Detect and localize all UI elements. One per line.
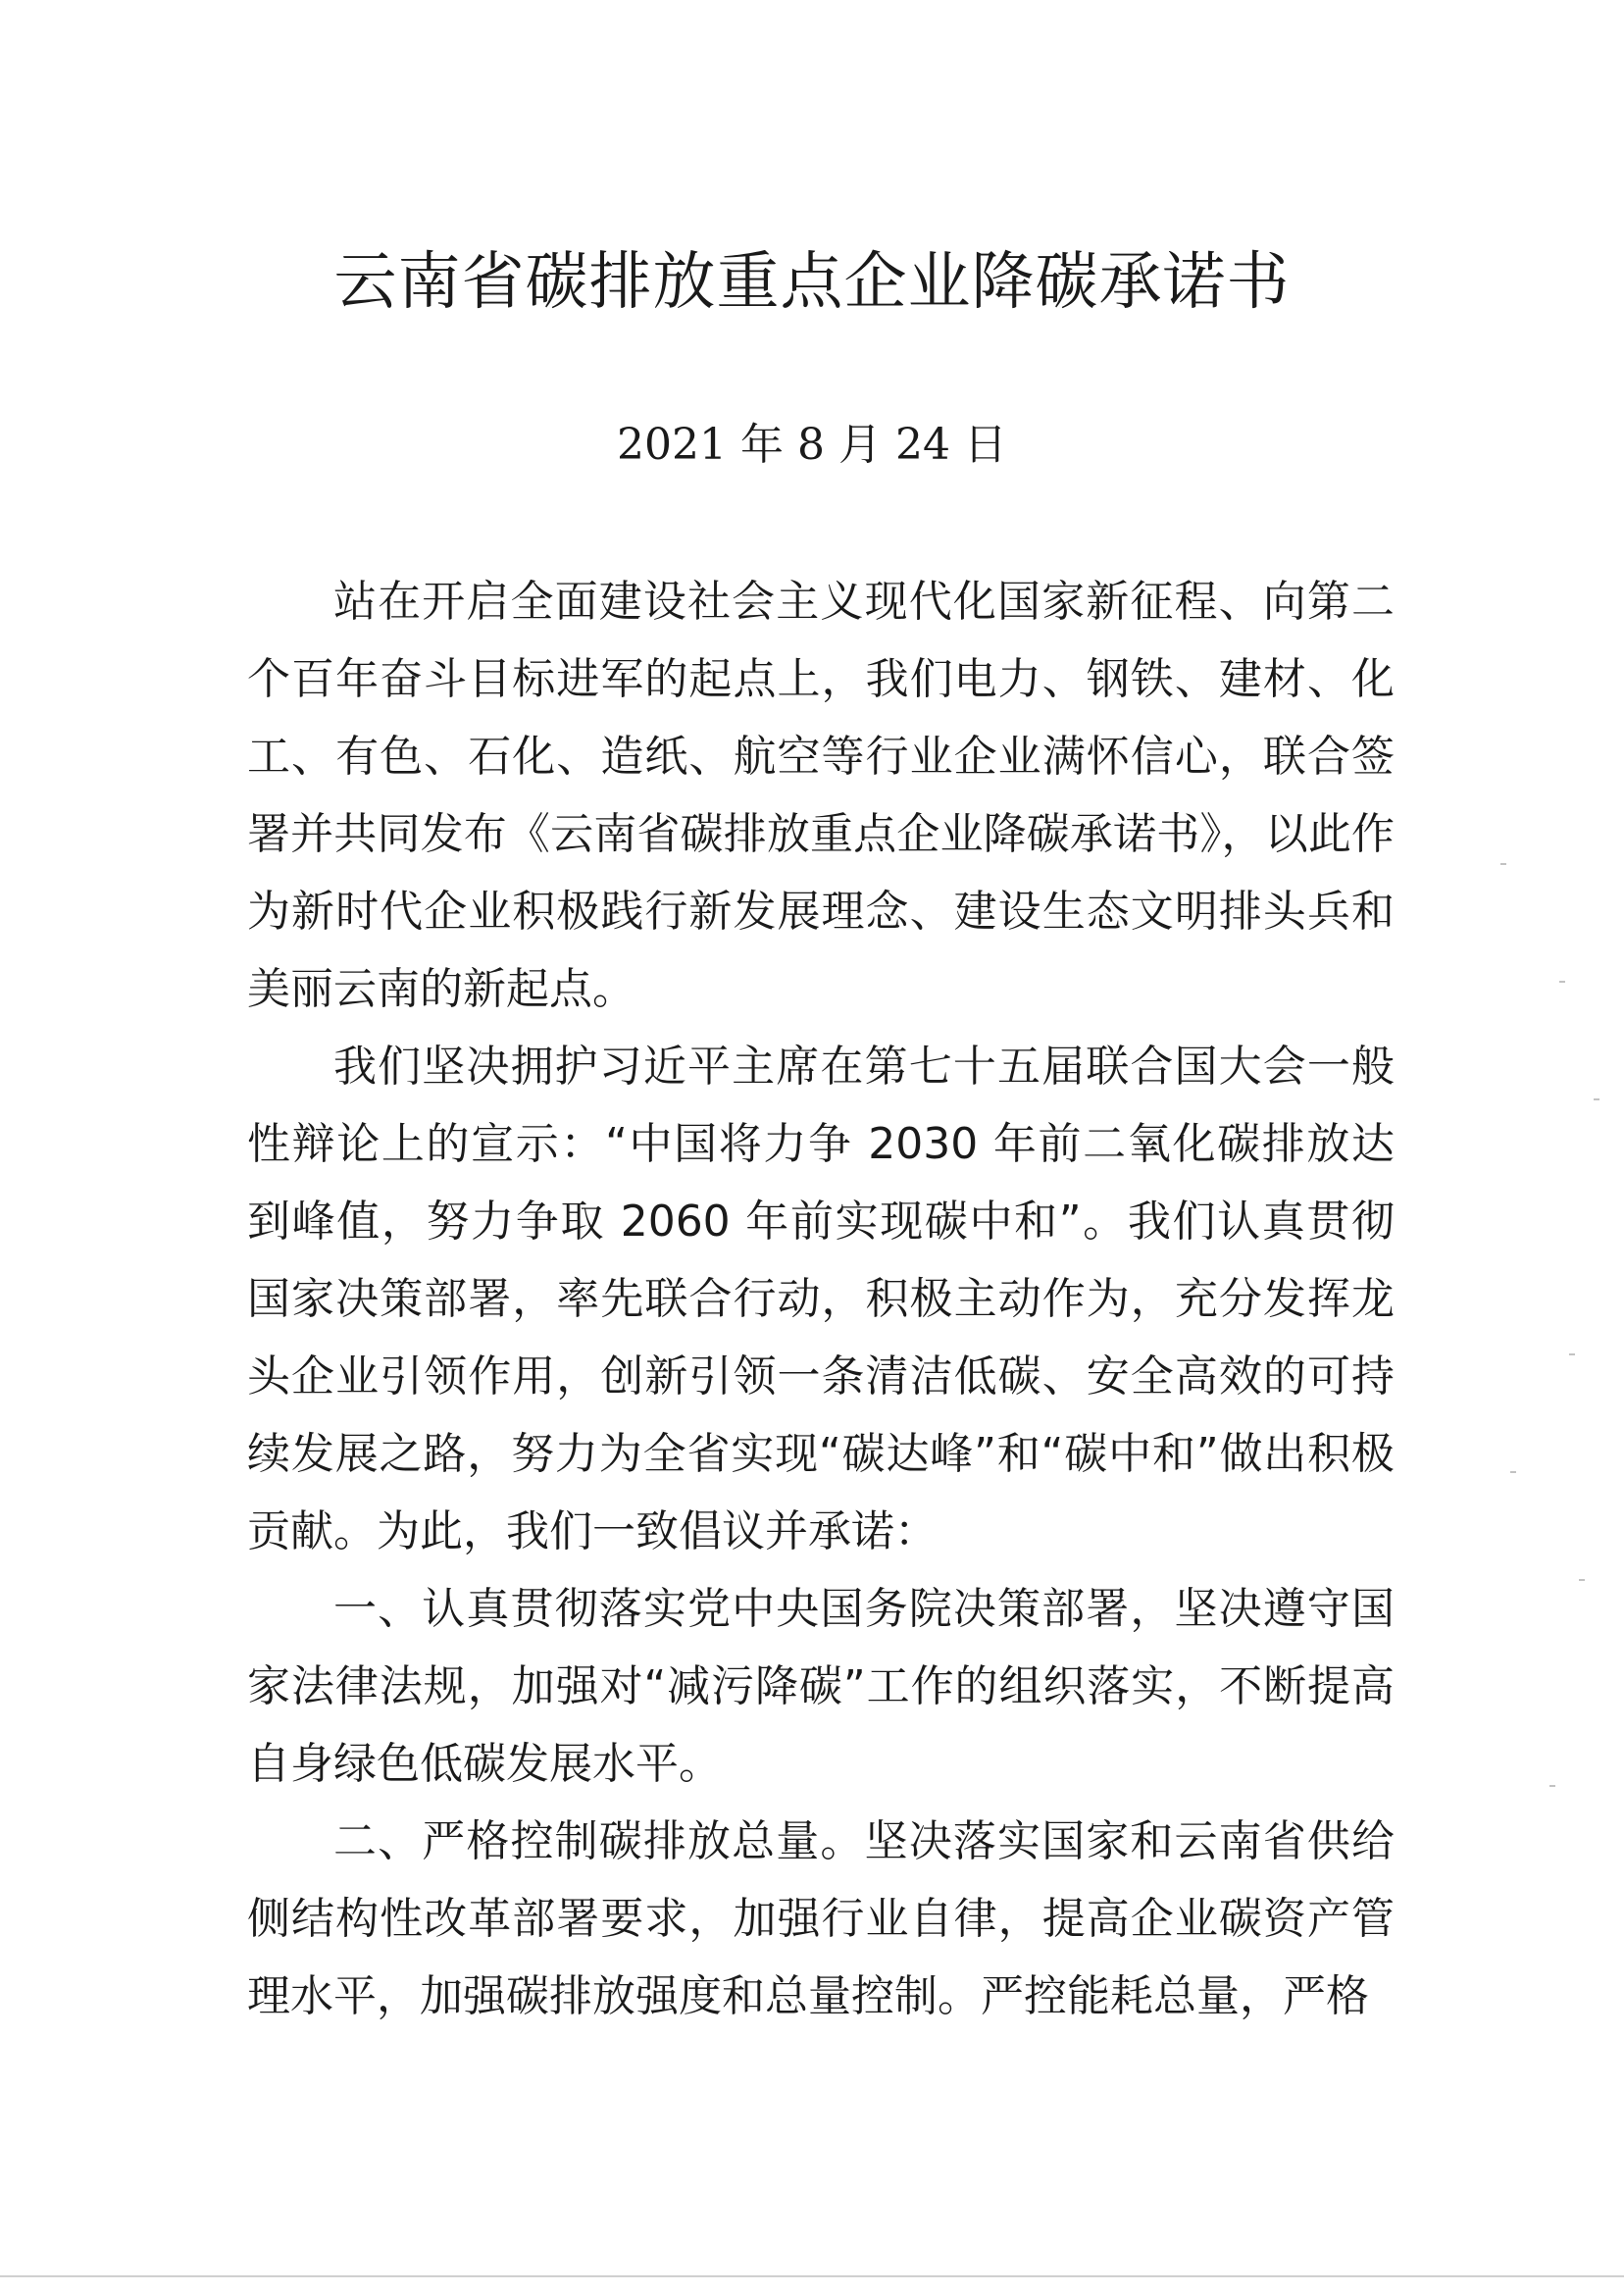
scan-bottom-edge xyxy=(0,2275,1624,2277)
scan-speck xyxy=(1579,1579,1585,1581)
document-date: 2021 年 8 月 24 日 xyxy=(617,420,1007,470)
paragraph-declaration: 我们坚决拥护习近平主席在第七十五届联合国大会一般性辩论上的宣示：“中国将力争 2030 年前二氧化碳排放达到峰值，努力争取 2060 年前实现碳中和”。我们认真贯彻国家决策部署，率先联合行动，积极主动作为，充分发挥龙头企业引领作用，创新引领一条清洁低碳、安全高效的可持续发展之路，努力为全省实现“碳达峰”和“碳中和”做出积极贡献。为此，我们一致倡议并承诺： xyxy=(247,1042,1395,1556)
scan-speck xyxy=(1510,1471,1516,1473)
paragraph-commitment-2: 二、严格控制碳排放总量。坚决落实国家和云南省供给侧结构性改革部署要求，加强行业自律，提高企业碳资产管理水平，加强碳排放强度和总量控制。严控能耗总量，严格 xyxy=(247,1816,1395,2021)
document-title: 云南省碳排放重点企业降碳承诺书 xyxy=(333,246,1291,319)
document-body xyxy=(247,563,1395,2035)
paragraph-commitment-1: 一、认真贯彻落实党中央国务院决策部署，坚决遵守国家法律法规，加强对“减污降碳”工作的组织落实，不断提高自身绿色低碳发展水平。 xyxy=(247,1584,1395,1789)
scan-speck xyxy=(1569,1353,1575,1355)
scan-speck xyxy=(1500,863,1506,865)
paragraph-intro: 站在开启全面建设社会主义现代化国家新征程、向第二个百年奋斗目标进军的起点上，我们电力、钢铁、建材、化工、有色、石化、造纸、航空等行业企业满怀信心，联合签署并共同发布《云南省碳排放重点企业降碳承诺书》，以此作为新时代企业积极践行新发展理念、建设生态文明排头兵和美丽云南的新起点。 xyxy=(247,577,1395,1014)
scan-speck xyxy=(1559,981,1565,983)
scan-speck xyxy=(1549,1785,1555,1787)
scan-speck xyxy=(1594,1098,1599,1100)
